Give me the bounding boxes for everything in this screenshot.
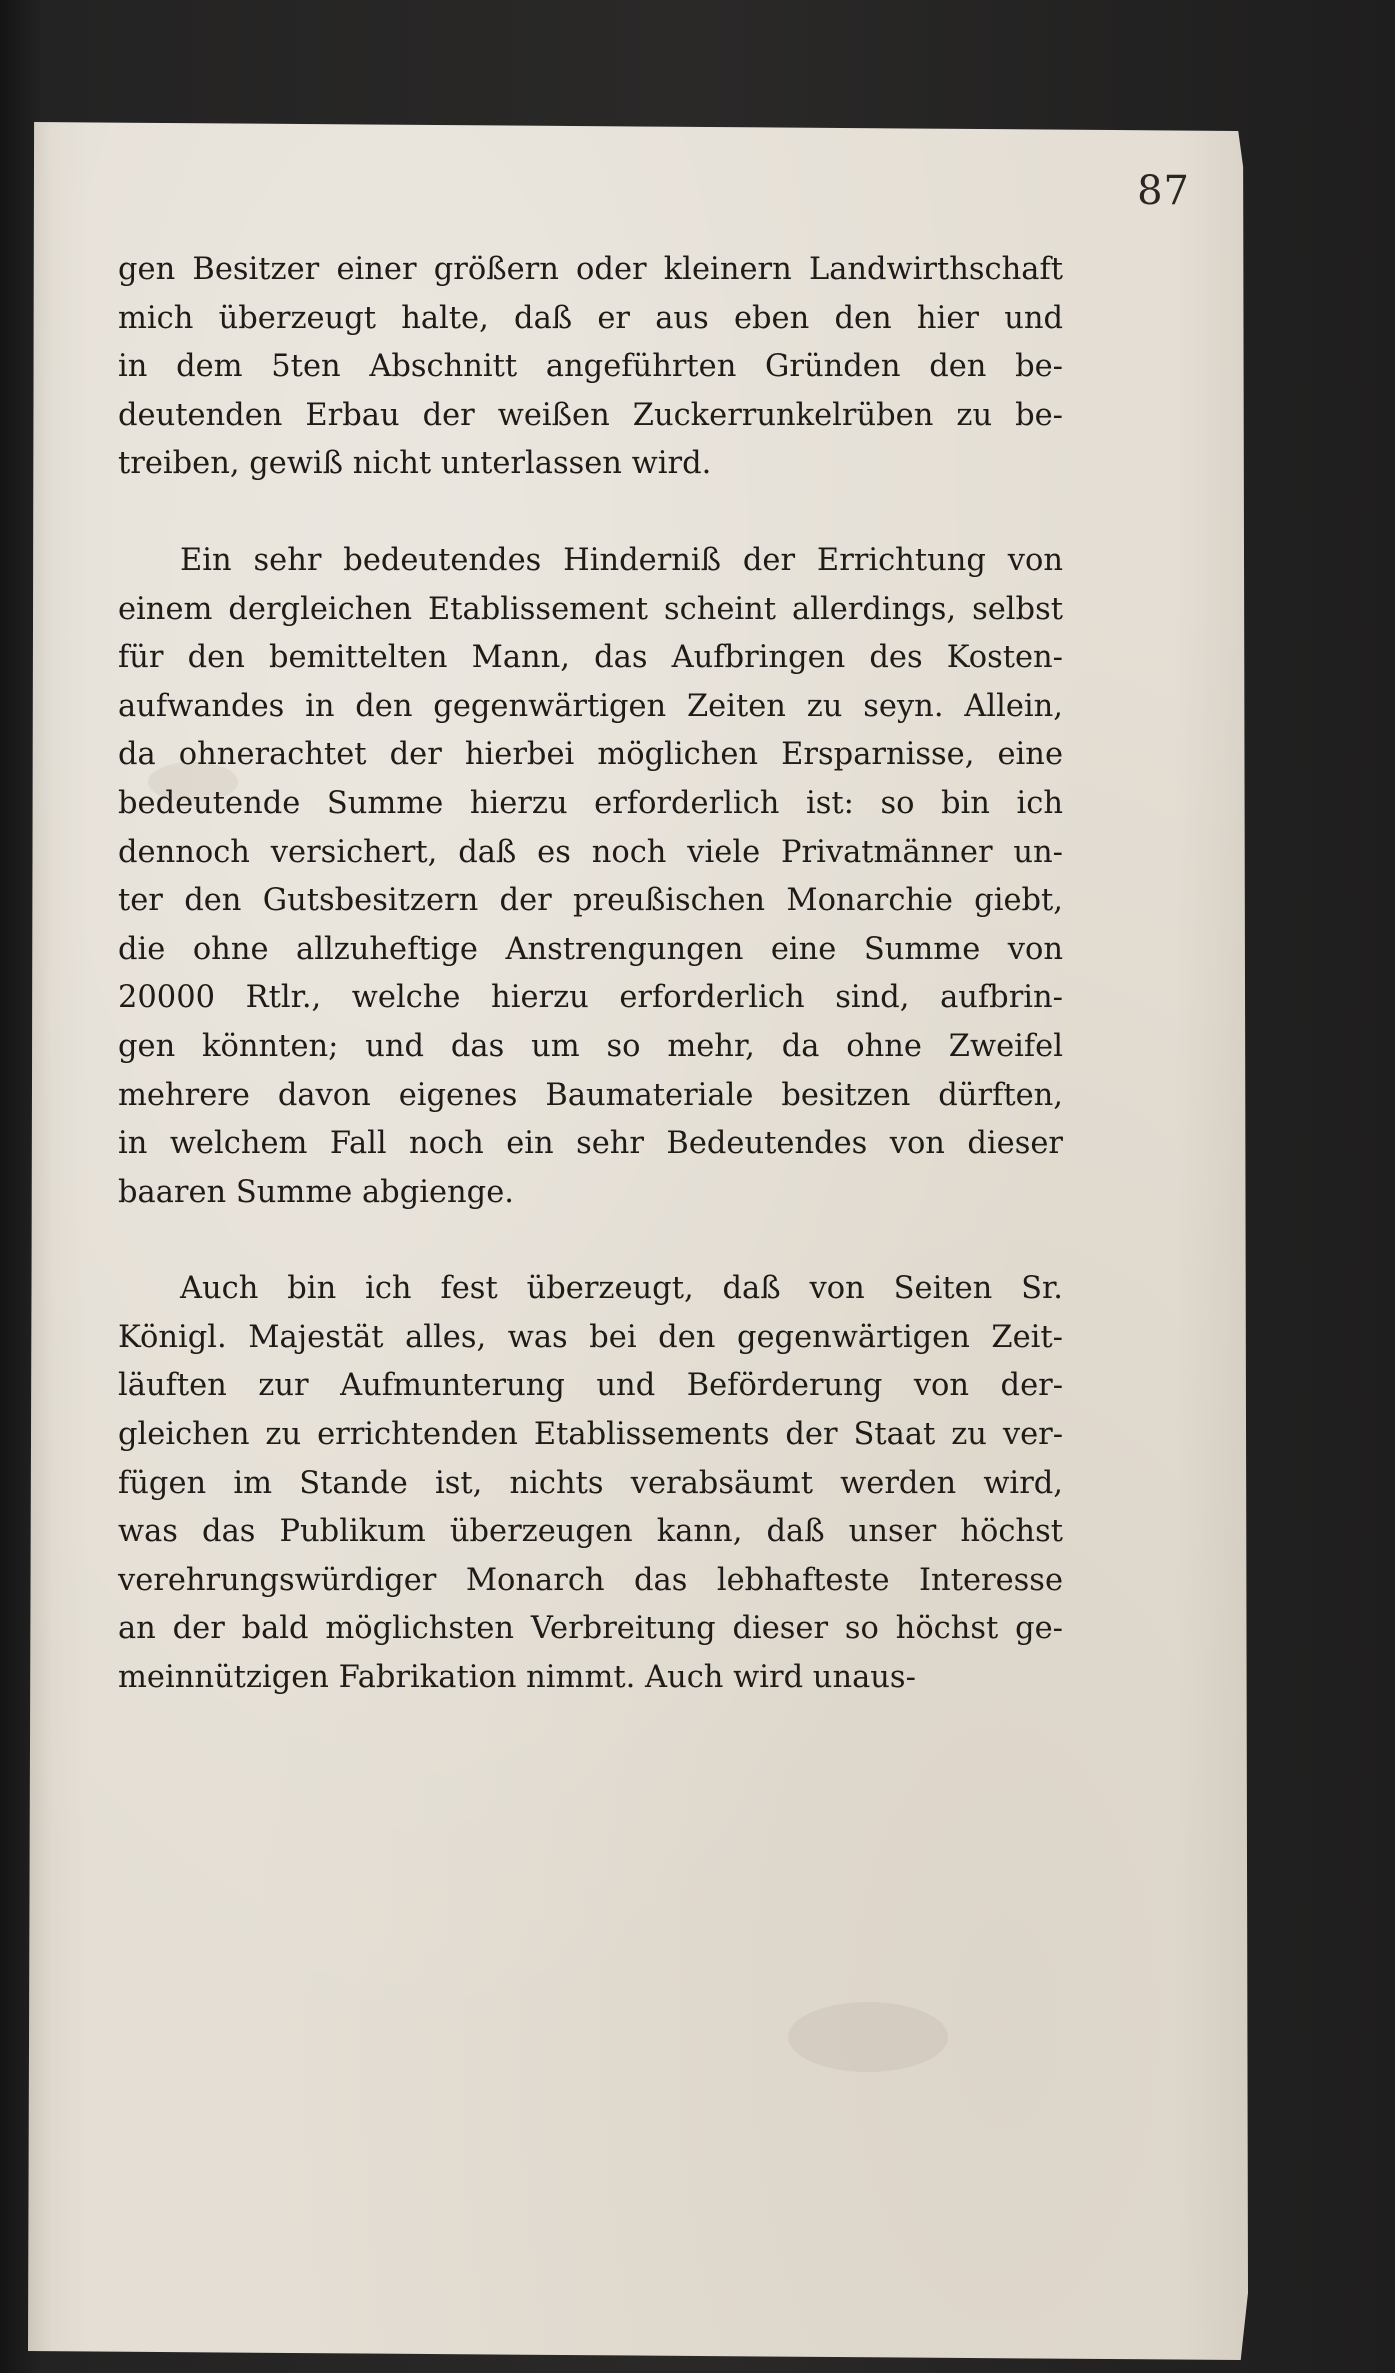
text-line: in welchem Fall noch ein sehr Bedeutendes von dieser: [118, 1126, 1063, 1162]
text-line: an der bald möglichsten Verbreitung dieser so höchst ge-: [118, 1611, 1063, 1647]
text-line: gleichen zu errichtenden Etablissements der Staat zu ver-: [118, 1417, 1063, 1453]
text-line: in dem 5ten Abschnitt angeführten Gründen den be-: [118, 349, 1063, 385]
text-line: gen könnten; und das um so mehr, da ohne Zweifel: [118, 1028, 1063, 1064]
text-line: bedeutende Summe hierzu erforderlich ist: so bin ich: [118, 785, 1063, 821]
paragraph: [118, 537, 1063, 1217]
text-line: Ein sehr bedeutendes Hinderniß der Errichtung von: [180, 542, 1063, 578]
body-text: [118, 246, 1063, 1703]
text-line: aufwandes in den gegenwärtigen Zeiten zu seyn. Allein,: [118, 688, 1063, 724]
text-line: baaren Summe abgienge.: [118, 1174, 514, 1210]
text-line: für den bemittelten Mann, das Aufbringen des Kosten-: [118, 640, 1063, 676]
text-line: mehrere davon eigenes Baumateriale besitzen dürften,: [118, 1077, 1063, 1113]
text-line: 20000 Rtlr., welche hierzu erforderlich sind, aufbrin-: [118, 980, 1063, 1016]
text-line: dennoch versichert, daß es noch viele Privatmänner un-: [118, 834, 1063, 870]
paper-stain: [788, 2002, 948, 2072]
text-line: treiben, gewiß nicht unterlassen wird.: [118, 446, 712, 482]
text-line: läuften zur Aufmunterung und Beförderung von der-: [118, 1368, 1063, 1404]
text-line: Auch bin ich fest überzeugt, daß von Seiten Sr.: [180, 1271, 1063, 1307]
text-line: fügen im Stande ist, nichts verabsäumt werden wird,: [118, 1465, 1063, 1501]
paragraph: [118, 1265, 1063, 1702]
text-line: ter den Gutsbesitzern der preußischen Monarchie giebt,: [118, 883, 1063, 919]
text-line: mich überzeugt halte, daß er aus eben den hier und: [118, 300, 1063, 336]
text-line: gen Besitzer einer größern oder kleinern Landwirthschaft: [118, 252, 1063, 287]
page-number: 87: [1137, 168, 1190, 214]
text-line: Königl. Majestät alles, was bei den gegenwärtigen Zeit-: [118, 1319, 1063, 1355]
text-line: einem dergleichen Etablissement scheint allerdings, selbst: [118, 591, 1063, 627]
text-line: die ohne allzuheftige Anstrengungen eine Summe von: [118, 931, 1063, 967]
text-line: was das Publikum überzeugen kann, daß unser höchst: [118, 1514, 1063, 1550]
text-line: meinnützigen Fabrikation nimmt. Auch wird unaus-: [118, 1660, 916, 1696]
text-line: da ohnerachtet der hierbei möglichen Ersparnisse, eine: [118, 737, 1063, 773]
text-line: verehrungswürdiger Monarch das lebhafteste Interesse: [118, 1562, 1063, 1598]
paragraph: [118, 246, 1063, 489]
text-line: deutenden Erbau der weißen Zuckerrunkelrüben zu be-: [118, 397, 1063, 433]
